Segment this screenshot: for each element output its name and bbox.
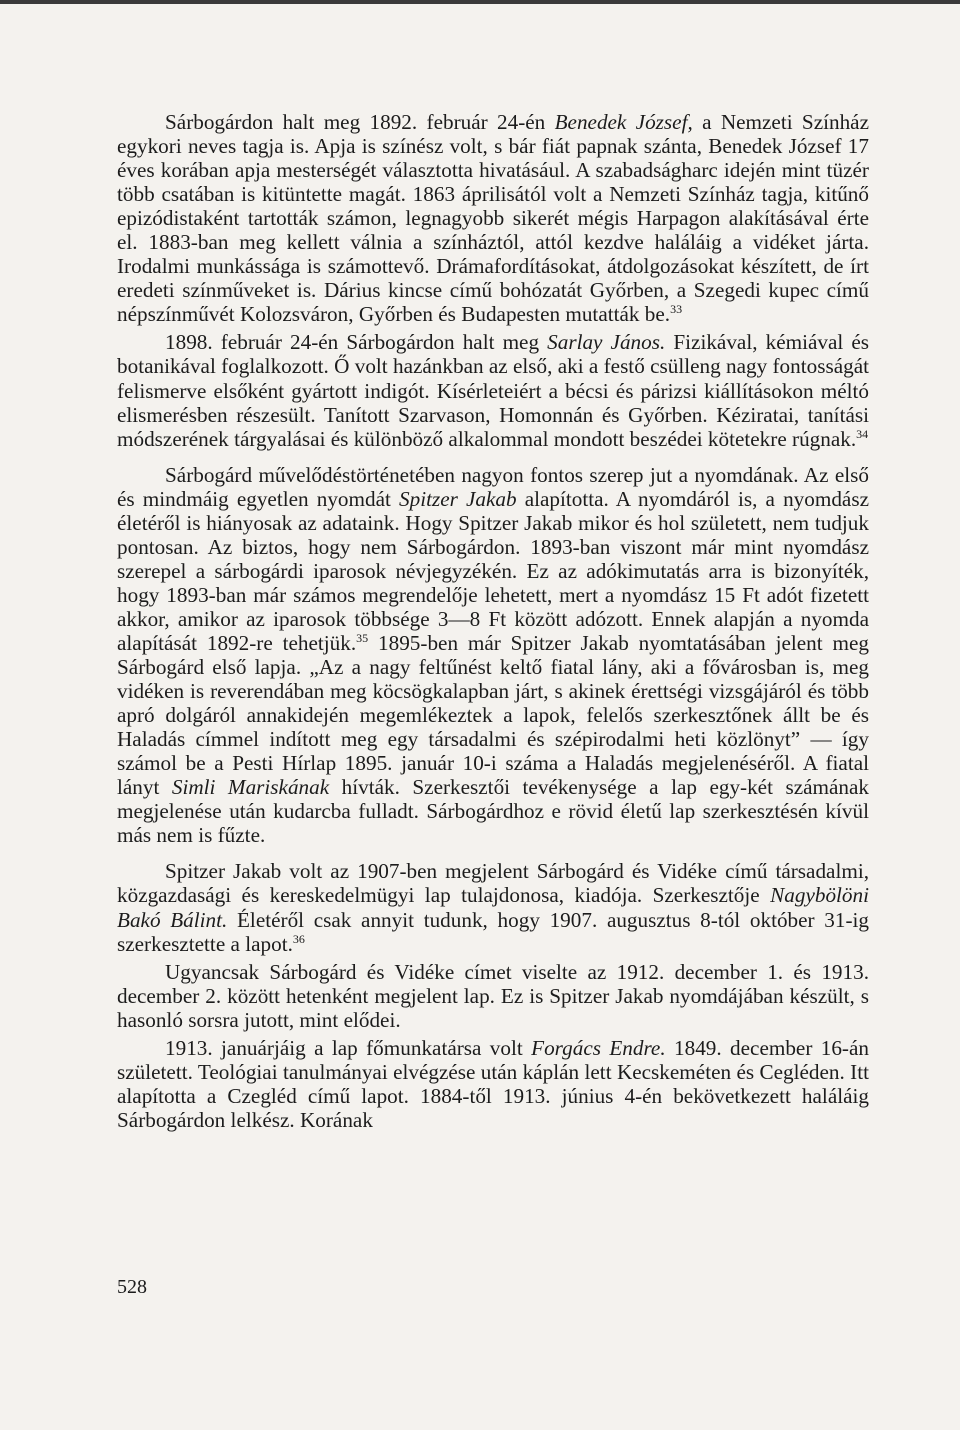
italic-name: Forgács Endre. — [531, 1035, 666, 1060]
footnote-ref: 34 — [856, 426, 869, 441]
paragraph-spitzer-nyomda — [117, 463, 869, 848]
text-run: hívták. Szerkesztői tevékenysége a lap egy-két számának megjelenése után kudarcba fulladt. Sárbogárdhoz e rövid életű lap szerkesztésén kívül más nem is fűzte. — [117, 775, 870, 848]
paragraph-sarlay — [117, 330, 869, 450]
text-run: 1898. február 24-én Sárbogárdon halt meg — [165, 330, 548, 355]
text-run: a Nemzeti Színház egykori neves tagja is. Apja is színész volt, s bár fiát papnak szánta, Benedek József 17 éves korában apja mesterségét választotta hivatásául. A szabadságharc idején mint tüzér több csatában is kitüntette magát. 1863 áprilisától volt a Nemzeti Színház tagja, kitűnő epizódistaként tartották számon, legnagyobb sikerét mégis Harpagon alakításával érte el. 1883-ban meg kellett válnia a színháztól, attól kezdve haláláig a vidéket járta. Irodalmi munkássága is számottevő. Drámafordításokat, átdolgozásokat készített, de írt eredeti színműveket is. Dárius kincse című bohózatát Győrben, a Szegedi kupec című népszínművét Kolozsváron, Győrben és Budapesten mutatták be. — [117, 110, 869, 327]
page-number: 528 — [117, 1276, 147, 1298]
paragraph-benedek — [117, 110, 869, 326]
italic-name: Spitzer Jakab — [399, 486, 517, 511]
italic-name: Nagybölöni Bakó Bálint. — [117, 883, 869, 932]
text-run: Spitzer Jakab volt az 1907-ben megjelent Sárbogárd és Vidéke című társadalmi, közgazdasági és kereskedelmügyi lap tulajdonosa, kiadója. Szerkesztője — [117, 859, 869, 908]
italic-name: Sarlay János. — [547, 330, 666, 355]
paragraph-sarbogard-es-videke-1912 — [117, 960, 869, 1032]
italic-name: Simli Mariskának — [171, 775, 330, 800]
text-run: 1913. januárjáig a lap főmunkatársa volt — [165, 1035, 532, 1060]
italic-name: Benedek József, — [554, 110, 693, 134]
text-run: Ugyancsak Sárbogárd és Vidéke címet viselte az 1912. december 1. és 1913. december 2. között hetenként megjelent lap. Ez is Spitzer Jakab nyomdájában készült, s hasonló sorsra jutott, mint elődei. — [117, 959, 869, 1032]
scan-top-edge — [0, 0, 960, 4]
footnote-ref: 35 — [356, 630, 369, 645]
text-run: Életéről csak annyit tudunk, hogy 1907. augusztus 8-tól október 31-ig szerkesztette a lapot. — [117, 907, 870, 956]
footnote-ref: 33 — [670, 302, 683, 317]
page-body — [117, 110, 869, 1132]
text-run: 1849. december 16-án született. Teológiai tanulmányai elvégzése után káplán lett Kecskeméten és Cegléden. Itt alapította a Czegléd című lapot. 1884-től 1913. június 4-én bekövetkezett haláláig Sárbogárdon lelkész. Korának — [117, 1035, 869, 1132]
text-run: alapította. A nyomdáról is, a nyomdász életéről is hiányosak az adataink. Hogy Spitzer Jakab mikor és hol született, nem tudjuk pontosan. Az biztos, hogy nem Sárbogárdon. 1893-ban viszont már mint nyomdász szerepel a sárbogárdi iparosok névjegyzékén. Ez az adókimutatás arra is bizonyíték, hogy 1893-ban már számos megrendelője lehetett, mert a nyomdász 15 Ft adót fizetett akkor, amikor az iparosok többsége 3—8 Ft között adózott. Ennek alapján a nyomda alapítását 1892-re tehetjük. — [117, 486, 869, 655]
text-run: Fizikával, kémiával és botanikával foglalkozott. Ő volt hazánkban az első, aki a festő csülleng nagy fontosságát felismerve elsőként gyártott indigót. Kísérleteiért a bécsi és párizsi kiállításokon méltó elismerésben részesült. Tanított Szarvason, Homonnán és Győrben. Kéziratai, tanítási módszerének tárgyalásai és különböző alkalommal mondott beszédei kötetekre rúgnak. — [117, 330, 869, 451]
text-run: Sárbogárdon halt meg 1892. február 24-én — [165, 110, 555, 134]
footnote-ref: 36 — [292, 931, 305, 946]
text-run: 1895-ben már Spitzer Jakab nyomtatásában jelent meg Sárbogárd első lapja. „Az a nagy feltűnést keltő fiatal lány, aki a fővárosban is, meg vidéken is reverendában meg köcsögkalapban járt, s akinek érettségi vizsgájáról és több apró dolgáról annakidején megemlékeztek a lapok, felelős szerkesztőnek állt be és Haladás címmel indított meg egy társadalmi és szépirodalmi heti közlönyt” — így számol be a Pesti Hírlap 1895. január 10-i száma a Haladás megjelenéséről. A fiatal lányt — [117, 630, 869, 800]
paragraph-sarbogard-es-videke-1907 — [117, 859, 869, 955]
text-run: Sárbogárd művelődéstörténetében nagyon fontos szerep jut a nyomdának. Az első és mindmáig egyetlen nyomdát — [117, 462, 869, 511]
paragraph-forgacs — [117, 1036, 869, 1132]
